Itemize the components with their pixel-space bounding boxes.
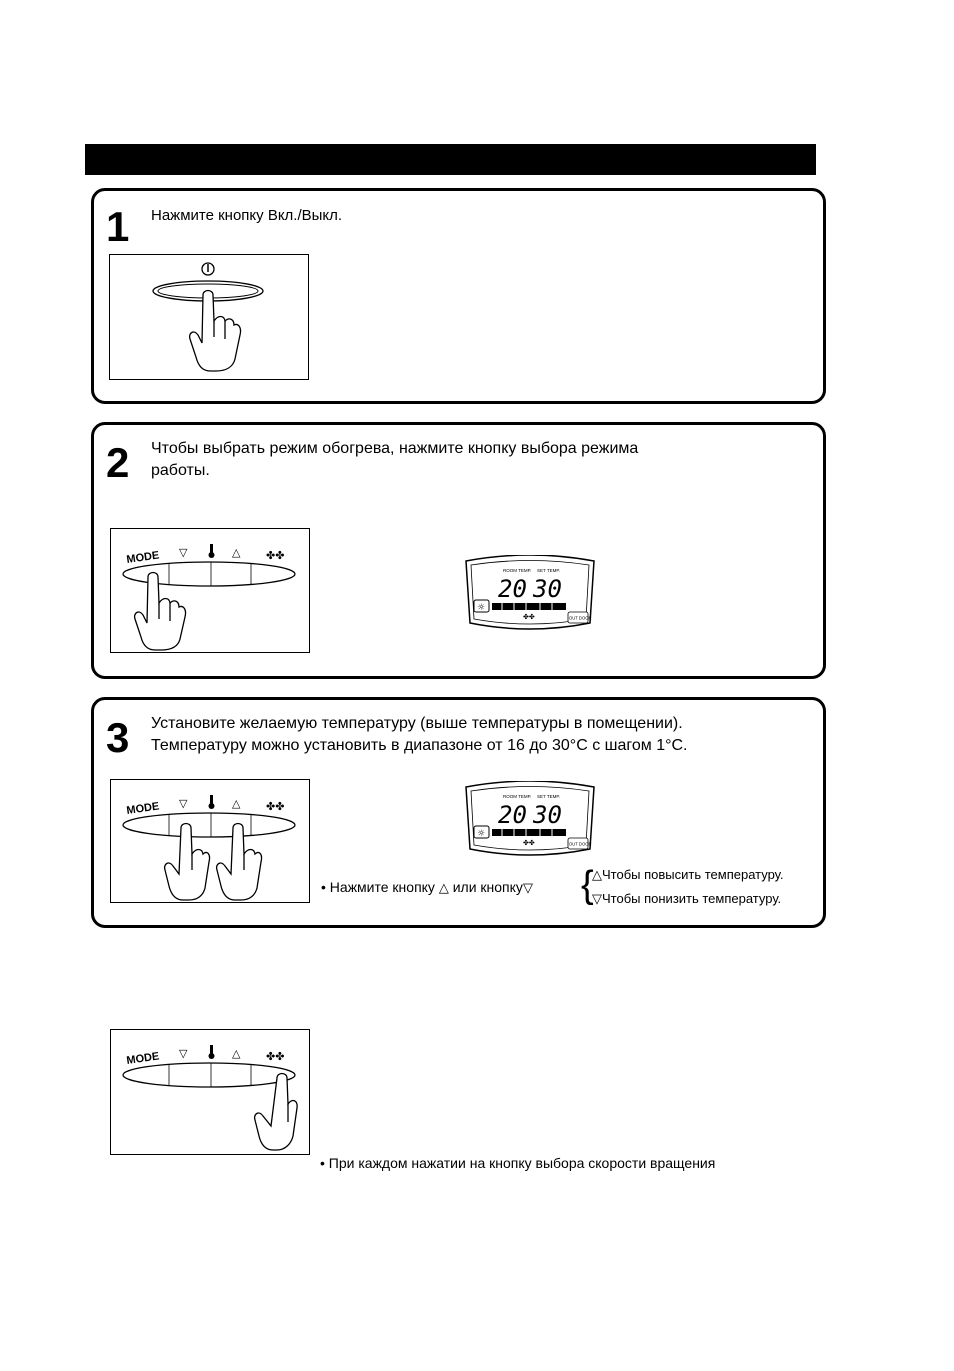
fan-speed-bar — [492, 603, 566, 610]
up-arrow-icon: △ — [232, 1047, 241, 1060]
lcd-display-step-3 — [462, 781, 598, 858]
thermometer-icon — [209, 795, 215, 809]
power-icon — [202, 263, 214, 275]
svg-text:ROOM TEMP.: ROOM TEMP. — [503, 794, 532, 799]
lcd-room-temp-value: 20 — [498, 575, 527, 603]
step-2-text-line1: Чтобы выбрать режим обогрева, нажмите кнопку выбора режима — [151, 440, 639, 457]
fan-icon: ✤✤ — [266, 549, 285, 562]
step-3-number: 3 — [106, 714, 130, 761]
step-3-text-line2: Температуру можно установить в диапазоне от 16 до 30°C с шагом 1°C. — [151, 737, 688, 754]
step-2-text-line2: работы. — [151, 462, 210, 479]
step-3-note — [321, 878, 533, 897]
svg-text:OUT DOOR: OUT DOOR — [569, 841, 592, 847]
up-arrow-icon: △ — [438, 880, 449, 895]
panel-labels — [126, 544, 285, 566]
note-prefix: • Нажмите кнопку — [321, 879, 435, 895]
temperature-panel-illustration — [110, 779, 310, 903]
increase-temp-text: Чтобы повысить температуру. — [602, 867, 784, 882]
step-1-text: Нажмите кнопку Вкл./Выкл. — [151, 207, 343, 224]
lcd-set-temp-value: 30 — [533, 575, 562, 603]
down-arrow-icon: ▽ — [179, 797, 188, 810]
fan-icon: ✤✤ — [266, 800, 285, 813]
down-arrow-icon: ▽ — [522, 880, 533, 895]
lcd-room-temp-label: ROOM TEMP. — [503, 568, 532, 573]
brace-icon: { — [581, 864, 594, 906]
svg-text:SET TEMP.: SET TEMP. — [537, 794, 561, 799]
svg-text:MODE: MODE — [125, 800, 161, 817]
down-arrow-icon: ▽ — [592, 891, 602, 906]
pressing-hand-icon — [165, 824, 210, 901]
svg-text:☼: ☼ — [477, 603, 486, 613]
svg-text:30: 30 — [533, 801, 562, 829]
up-arrow-icon: △ — [232, 546, 241, 559]
fan-icon: ✤✤ — [523, 839, 535, 847]
note-middle: или кнопку — [452, 879, 523, 895]
up-arrow-icon: △ — [592, 867, 602, 882]
pressing-hand-icon — [190, 291, 241, 372]
button-strip[interactable] — [123, 1063, 295, 1087]
temp-adjust-list — [592, 863, 784, 911]
step-1-number: 1 — [106, 203, 130, 250]
increase-temp-item — [592, 863, 784, 887]
fan-icon: ✤✤ — [523, 613, 535, 621]
svg-text:20: 20 — [498, 801, 527, 829]
power-button-illustration — [109, 254, 309, 380]
fan-icon: ✤✤ — [266, 1050, 285, 1063]
up-arrow-icon: △ — [232, 797, 241, 810]
section-title-bar — [85, 144, 816, 175]
fan-speed-panel-illustration — [110, 1029, 310, 1155]
svg-text:MODE: MODE — [125, 1050, 161, 1067]
thermometer-icon — [209, 544, 215, 558]
step-2-number: 2 — [106, 439, 130, 486]
decrease-temp-item — [592, 887, 784, 911]
down-arrow-icon: ▽ — [179, 546, 188, 559]
fan-speed-bar — [492, 829, 566, 836]
button-strip[interactable] — [123, 813, 295, 837]
thermometer-icon — [209, 1045, 215, 1059]
step-3-text-line1: Установите желаемую температуру (выше температуры в помещении). — [151, 715, 683, 732]
decrease-temp-text: Чтобы понизить температуру. — [602, 891, 782, 906]
lcd-outdoor-label: OUT DOOR — [569, 615, 592, 621]
lcd-display-step-2 — [462, 555, 598, 632]
fan-speed-note: • При каждом нажатии на кнопку выбора скорости вращения — [320, 1155, 716, 1171]
mode-panel-illustration — [110, 528, 310, 653]
down-arrow-icon: ▽ — [179, 1047, 188, 1060]
svg-text:☼: ☼ — [477, 829, 486, 839]
mode-label: MODE — [125, 549, 161, 566]
lcd-set-temp-label: SET TEMP. — [537, 568, 561, 573]
